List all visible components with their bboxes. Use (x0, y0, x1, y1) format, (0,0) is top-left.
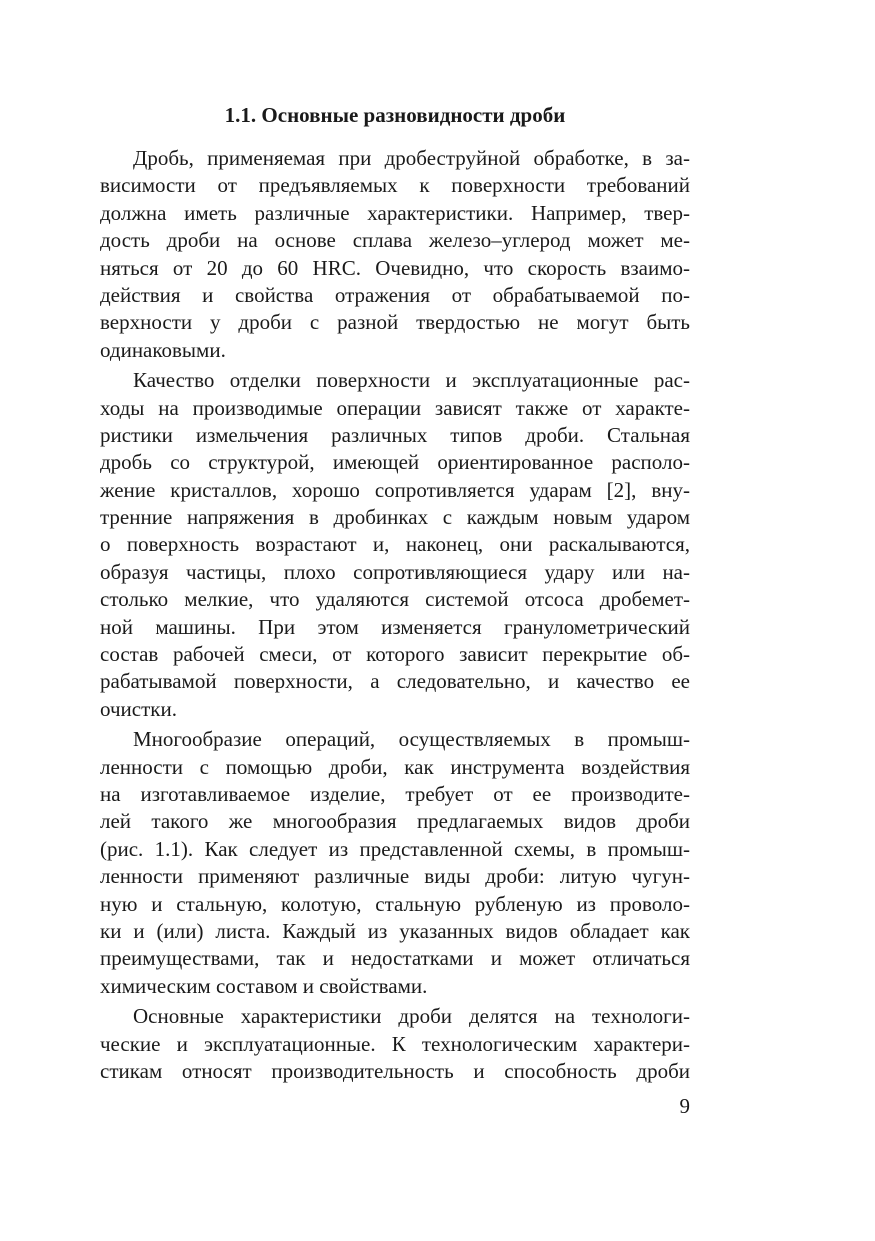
text-line: Качество отделки поверхности и эксплуатационные рас- (133, 368, 690, 393)
text-line: ходы на производимые операции зависят также от характе- (100, 395, 690, 420)
text-line: няться от 20 до 60 HRC. Очевидно, что скорость взаимо- (100, 255, 690, 280)
text-line: ристики измельчения различных типов дроби. Стальная (100, 422, 690, 447)
page-number: 9 (679, 1094, 690, 1118)
text-line: химическим составом и свойствами. (100, 973, 428, 998)
text-line: ки и (или) листа. Каждый из указанных видов обладает как (100, 918, 690, 943)
text-line: рабатывамой поверхности, а следовательно, и качество ее (100, 669, 690, 694)
text-line: Основные характеристики дроби делятся на технологи- (133, 1004, 690, 1029)
text-line: должна иметь различные характеристики. Например, твер- (100, 200, 690, 225)
paragraph (100, 726, 690, 1000)
text-line: о поверхность возрастают и, наконец, они раскалываются, (100, 532, 690, 557)
text-line: ленности с помощью дроби, как инструмента воздействия (100, 754, 690, 779)
text-line: верхности у дроби с разной твердостью не могут быть (100, 310, 690, 335)
text-line: лей такого же многообразия предлагаемых видов дроби (100, 809, 690, 834)
text-line: столько мелкие, что удаляются системой отсоса дробемет- (100, 587, 690, 612)
text-line: очистки. (100, 696, 177, 721)
paragraph (100, 145, 690, 364)
text-line: (рис. 1.1). Как следует из представленной схемы, в промыш- (100, 836, 690, 861)
text-line: Многообразие операций, осуществляемых в промыш- (133, 727, 690, 752)
section-heading: 1.1. Основные разновидности дроби (224, 103, 566, 127)
text-line: образуя частицы, плохо сопротивляющиеся удару или на- (100, 559, 690, 584)
text-line: ческие и эксплуатационные. К технологическим характери- (100, 1031, 690, 1056)
text-line: на изготавливаемое изделие, требует от ее производите- (100, 781, 690, 806)
body-text (100, 145, 690, 1088)
paragraph (100, 367, 690, 723)
text-line: состав рабочей смеси, от которого зависит перекрытие об- (100, 642, 690, 667)
text-line: дость дроби на основе сплава железо–углерод может ме- (100, 228, 690, 253)
text-line: висимости от предъявляемых к поверхности требований (100, 173, 690, 198)
text-line: действия и свойства отражения от обрабатываемой по- (100, 282, 690, 307)
text-line: Дробь, применяемая при дробеструйной обработке, в за- (133, 146, 690, 170)
text-line: ную и стальную, колотую, стальную рубленую из проволо- (100, 891, 690, 916)
text-line: жение кристаллов, хорошо сопротивляется ударам [2], вну- (100, 477, 690, 502)
text-line: преимуществами, так и недостатками и может отличаться (100, 946, 690, 971)
text-line: стикам относят производительность и способность дроби (100, 1058, 690, 1083)
text-line: одинаковыми. (100, 337, 226, 362)
text-line: дробь со структурой, имеющей ориентированное располо- (100, 450, 690, 475)
paragraph (100, 1003, 690, 1085)
text-line: ной машины. При этом изменяется гранулометрический (100, 614, 690, 639)
text-line: ленности применяют различные виды дроби: литую чугун- (100, 864, 690, 889)
text-line: тренние напряжения в дробинках с каждым новым ударом (100, 505, 690, 530)
